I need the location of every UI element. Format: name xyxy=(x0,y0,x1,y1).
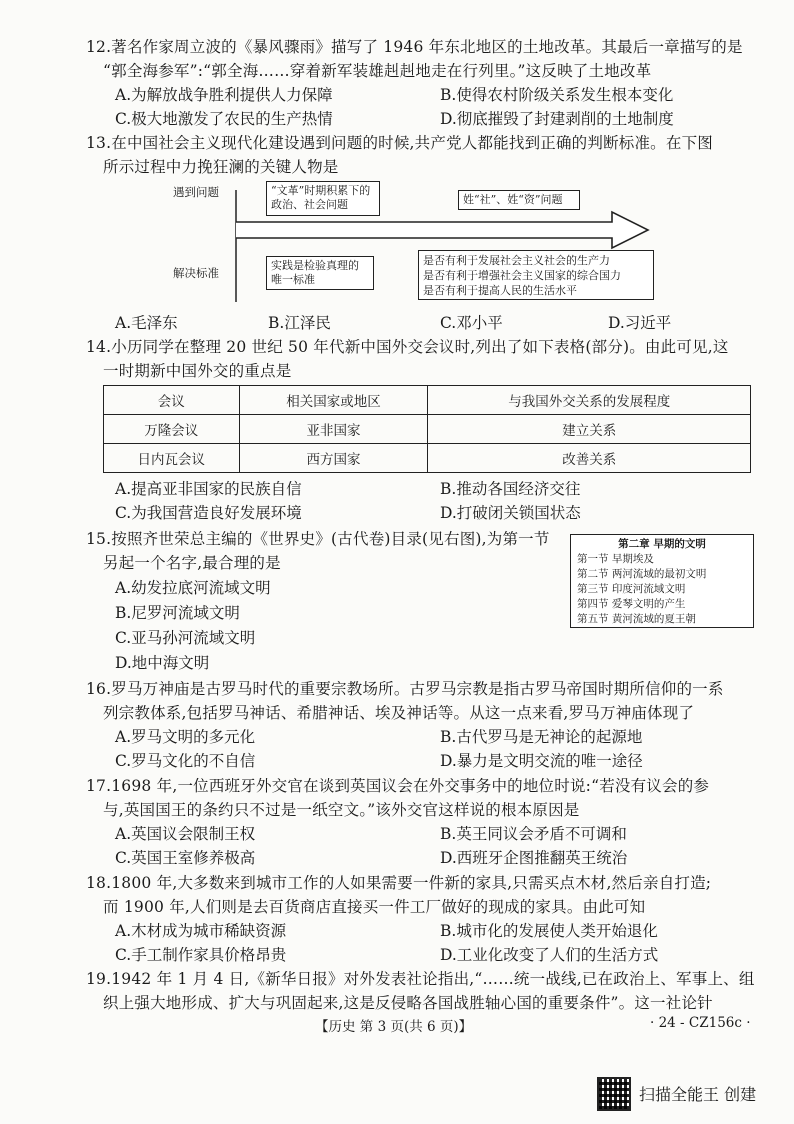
diagram-box-practice-standard: 实践是检验真理的唯一标准 xyxy=(266,256,374,290)
table-row xyxy=(104,415,751,444)
q18-option-b: B.城市化的发展使人类开始退化 xyxy=(440,922,658,940)
q13-option-a: A.毛泽东 xyxy=(115,314,178,332)
table-row xyxy=(104,444,751,473)
table-cell: 日内瓦会议 xyxy=(104,444,240,473)
q13-option-b: B.江泽民 xyxy=(268,314,331,332)
q15-stem-line1: 15.按照齐世荣总主编的《世界史》(古代卷)目录(见右图),为第一节 xyxy=(86,530,550,548)
three-benefits-line2: 是否有利于增强社会主义国家的综合国力 xyxy=(423,269,621,282)
three-benefits-line1: 是否有利于发展社会主义社会的生产力 xyxy=(423,254,610,267)
q19-stem-line1: 19.1942 年 1 月 4 日,《新华日报》对外发表社论指出,“……统一战线,已在政治上、军事上、组 xyxy=(86,970,755,988)
q15-stem-line2: 另起一个名字,最合理的是 xyxy=(103,554,281,572)
q17-stem-line2: 与,英国国王的条约只不过是一纸空文。”该外交官这样说的根本原因是 xyxy=(103,801,580,819)
q13-option-c: C.邓小平 xyxy=(440,314,503,332)
diagram-label-problem: 遇到问题 xyxy=(173,185,219,199)
q16-option-a: A.罗马文明的多元化 xyxy=(115,728,256,746)
q14-option-a: A.提高亚非国家的民族自信 xyxy=(115,480,302,498)
q17-option-b: B.英王同议会矛盾不可调和 xyxy=(440,825,627,843)
table-cell: 西方国家 xyxy=(239,444,428,473)
diagram-box-socialism-capitalism: 姓“社”、姓“资”问题 xyxy=(458,190,580,210)
q12-option-d: D.彻底摧毁了封建剥削的土地制度 xyxy=(440,110,674,128)
table-cell: 亚非国家 xyxy=(239,415,428,444)
q15-option-c: C.亚马孙河流域文明 xyxy=(115,629,256,647)
q15-table-of-contents xyxy=(570,534,754,628)
toc-item: 第五节 黄河流域的夏王朝 xyxy=(577,613,696,625)
q12-stem-line1: 12.著名作家周立波的《暴风骤雨》描写了 1946 年东北地区的土地改革。其最后一章描写的是 xyxy=(86,38,743,56)
table-cell: 万隆会议 xyxy=(104,415,240,444)
q18-stem-line2: 而 1900 年,人们则是去百货商店直接买一件工厂做好的现成的家具。由此可知 xyxy=(103,898,646,916)
table-header: 会议 xyxy=(104,386,240,415)
toc-item: 第四节 爱琴文明的产生 xyxy=(577,598,686,610)
table-cell: 建立关系 xyxy=(428,415,751,444)
scanner-watermark: 扫描全能王 创建 xyxy=(639,1085,757,1104)
q13-stem-line2: 所示过程中力挽狂澜的关键人物是 xyxy=(103,158,339,176)
q16-option-c: C.罗马文化的不自信 xyxy=(115,752,256,770)
diagram-box-three-benefits xyxy=(418,250,654,300)
q17-option-d: D.西班牙企图推翻英王统治 xyxy=(440,849,628,867)
q16-option-d: D.暴力是文明交流的唯一途径 xyxy=(440,752,643,770)
q15-option-d: D.地中海文明 xyxy=(115,654,210,672)
toc-title: 第二章 早期的文明 xyxy=(618,538,706,550)
q17-stem-line1: 17.1698 年,一位西班牙外交官在谈到英国议会在外交事务中的地位时说:“若没有议会的参 xyxy=(86,777,710,795)
diagram-label-standard: 解决标准 xyxy=(173,266,219,280)
q16-option-b: B.古代罗马是无神论的起源地 xyxy=(440,728,643,746)
table-header: 相关国家或地区 xyxy=(239,386,428,415)
q12-option-b: B.使得农村阶级关系发生根本变化 xyxy=(440,86,674,104)
page-footer: 【历史 第 3 页(共 6 页)】 xyxy=(315,1019,473,1035)
q18-option-d: D.工业化改变了人们的生活方式 xyxy=(440,946,659,964)
q12-stem-line2: “郭全海参军”:“郭全海……穿着新军装雄赳赳地走在行列里。”这反映了土地改革 xyxy=(103,62,652,80)
q14-table xyxy=(103,385,751,473)
q13-option-d: D.习近平 xyxy=(608,314,672,332)
q17-option-a: A.英国议会限制王权 xyxy=(115,825,256,843)
three-benefits-line3: 是否有利于提高人民的生活水平 xyxy=(423,284,577,297)
q16-stem-line2: 列宗教体系,包括罗马神话、希腊神话、埃及神话等。从这一点来看,罗马万神庙体现了 xyxy=(103,704,695,722)
q16-stem-line1: 16.罗马万神庙是古罗马时代的重要宗教场所。古罗马宗教是指古罗马帝国时期所信仰的一系 xyxy=(86,680,724,698)
q12-option-c: C.极大地激发了农民的生产热情 xyxy=(115,110,333,128)
toc-item: 第一节 早期埃及 xyxy=(577,553,654,565)
qr-code-icon xyxy=(597,1077,631,1111)
q15-option-a: A.幼发拉底河流域文明 xyxy=(115,579,271,597)
q14-option-c: C.为我国营造良好发展环境 xyxy=(115,504,302,522)
q18-stem-line1: 18.1800 年,大多数来到城市工作的人如果需要一件新的家具,只需买点木材,然后亲自打造; xyxy=(86,874,712,892)
toc-item: 第三节 印度河流域文明 xyxy=(577,583,686,595)
q13-stem-line1: 13.在中国社会主义现代化建设遇到问题的时候,共产党人都能找到正确的判断标准。在下图 xyxy=(86,134,713,152)
q14-stem-line1: 14.小历同学在整理 20 世纪 50 年代新中国外交会议时,列出了如下表格(部分)。由此可见,这 xyxy=(86,338,729,356)
q14-option-d: D.打破闭关锁国状态 xyxy=(440,504,581,522)
q19-stem-line2: 织上强大地形成、扩大与巩固起来,这是反侵略各国战胜轴心国的重要条件”。这一社论针 xyxy=(103,994,713,1012)
q15-option-b: B.尼罗河流域文明 xyxy=(115,604,240,622)
table-header-row xyxy=(104,386,751,415)
table-cell: 改善关系 xyxy=(428,444,751,473)
q18-option-a: A.木材成为城市稀缺资源 xyxy=(115,922,287,940)
paper-code: · 24 - CZ156c · xyxy=(650,1015,751,1031)
table-header: 与我国外交关系的发展程度 xyxy=(428,386,751,415)
q18-option-c: C.手工制作家具价格昂贵 xyxy=(115,946,287,964)
q12-option-a: A.为解放战争胜利提供人力保障 xyxy=(115,86,333,104)
diagram-box-cultural-revolution: “文革”时期积累下的政治、社会问题 xyxy=(266,181,380,216)
q14-option-b: B.推动各国经济交往 xyxy=(440,480,581,498)
q17-option-c: C.英国王室修养极高 xyxy=(115,849,256,867)
toc-item: 第二节 两河流域的最初文明 xyxy=(577,568,707,580)
q14-stem-line2: 一时期新中国外交的重点是 xyxy=(103,362,292,380)
